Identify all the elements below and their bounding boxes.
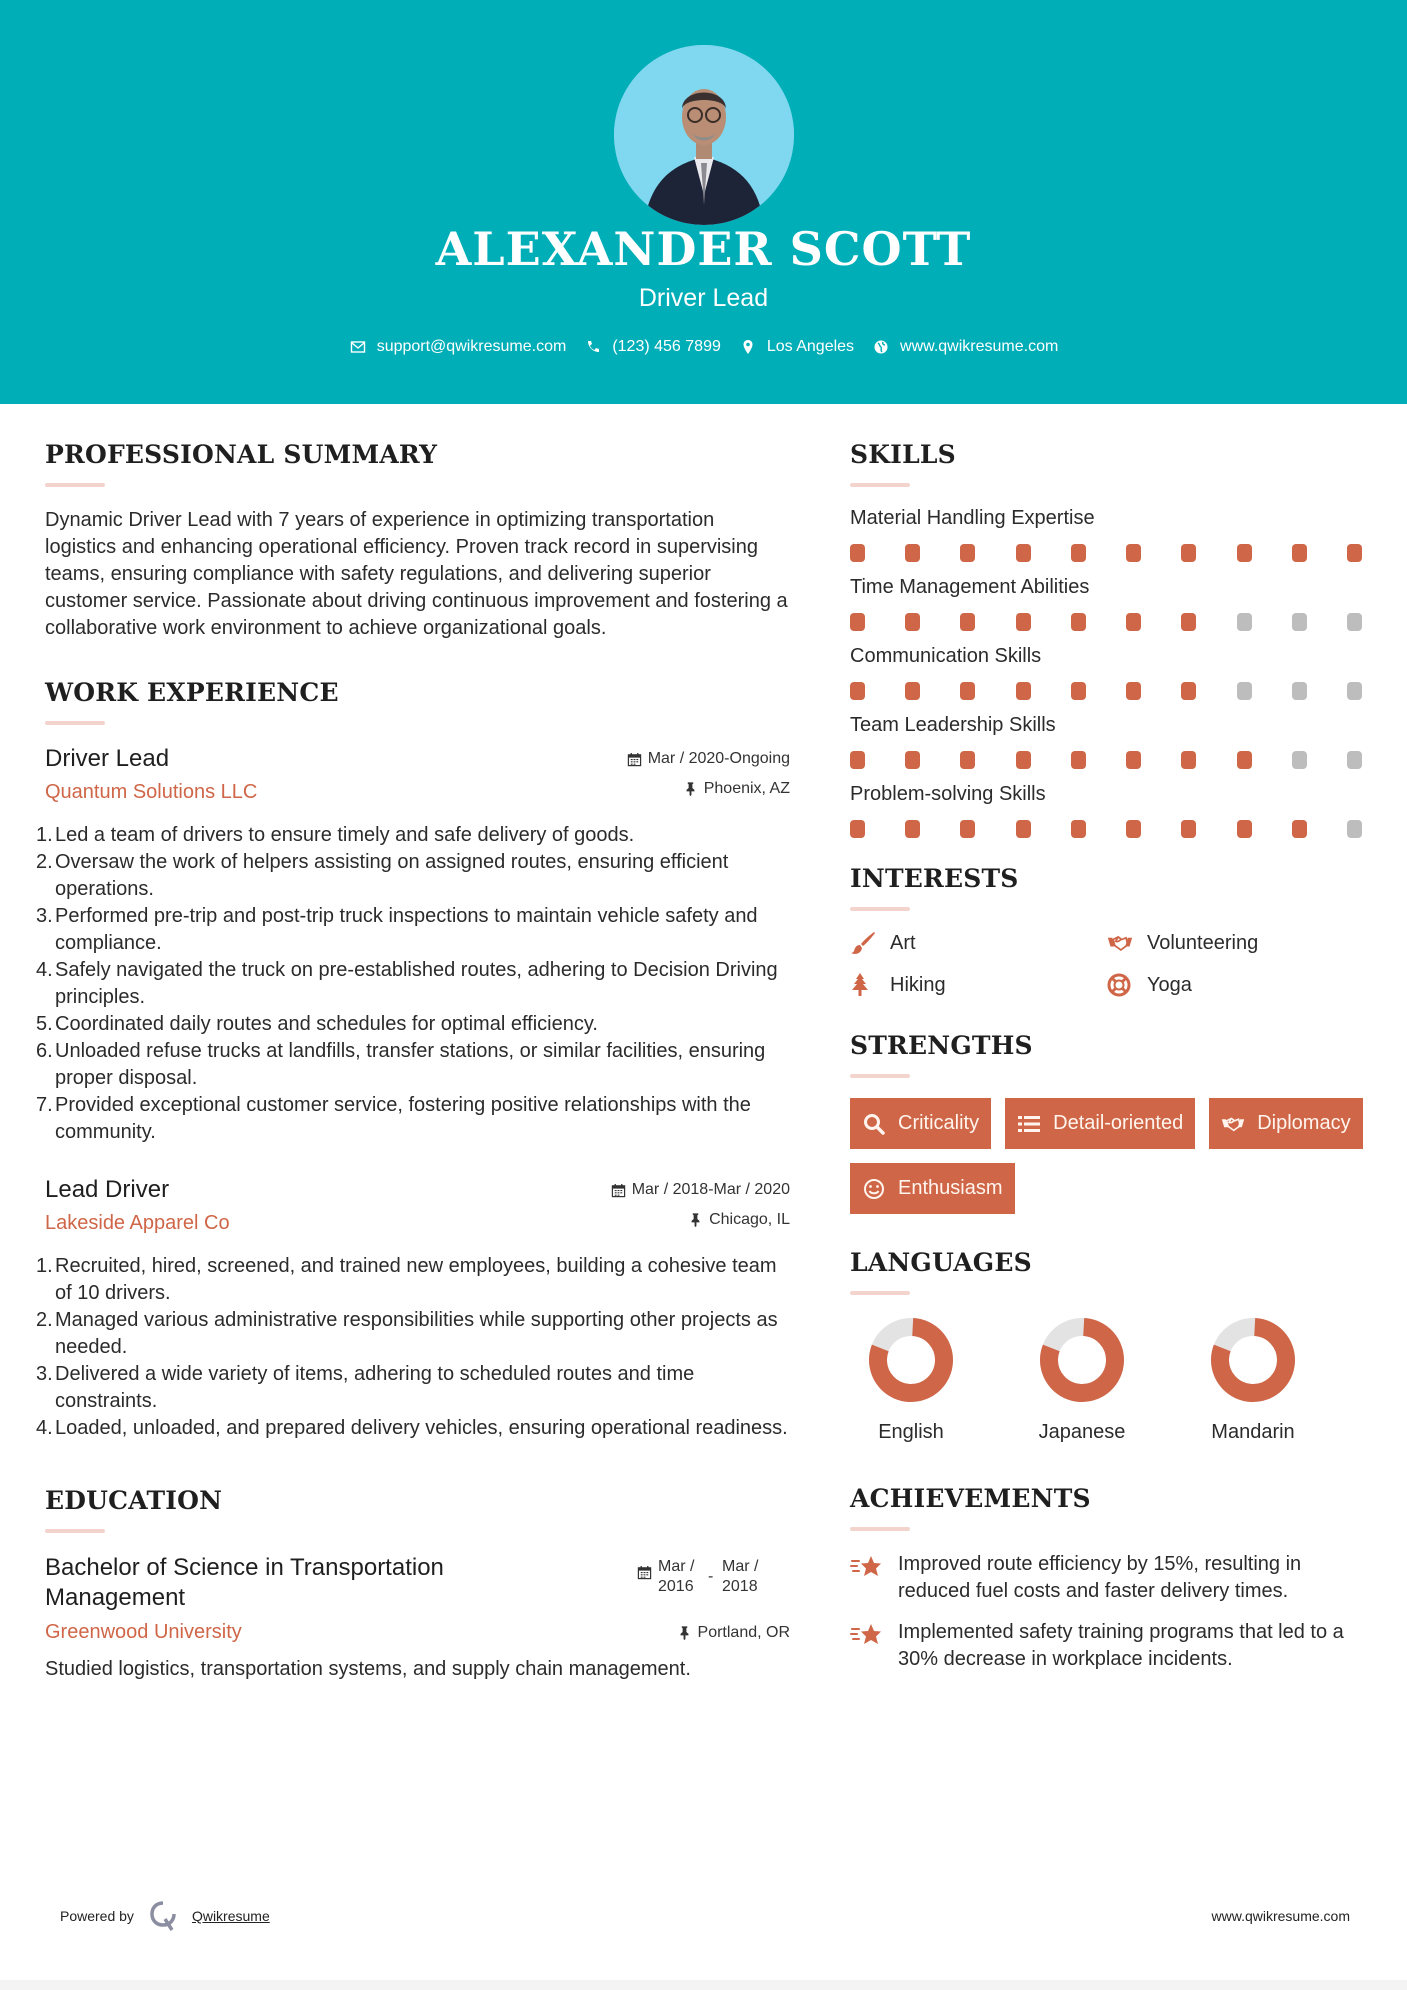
contact-email[interactable] [349, 338, 567, 356]
rating-dot-filled [960, 820, 975, 838]
skill-item [850, 645, 1370, 700]
job-role: Driver Lead [45, 745, 170, 772]
rating-dot-filled [850, 544, 865, 562]
skills-section [850, 440, 1370, 838]
rating-dot-filled [1016, 751, 1031, 769]
strength-badge: Criticality [850, 1098, 991, 1149]
heading-underline [45, 721, 105, 725]
skills-list [850, 507, 1370, 838]
candidate-name: ALEXANDER SCOTT [435, 222, 972, 276]
rating-dot-filled [1237, 544, 1252, 562]
interests-heading: INTERESTS [850, 864, 1019, 893]
heading-underline [850, 907, 910, 911]
school-name: Greenwood University [45, 1621, 242, 1643]
skill-rating [850, 820, 1362, 838]
company-name: Lakeside Apparel Co [45, 1212, 230, 1234]
resume-header [0, 0, 1407, 404]
strengths-section [850, 1031, 1370, 1214]
person-photo-icon [614, 45, 794, 225]
handshake-icon [1107, 931, 1133, 955]
job-role: Lead Driver [45, 1176, 170, 1203]
job-dates: Mar / 2018-Mar / 2020 [611, 1181, 790, 1199]
skill-rating [850, 613, 1362, 631]
rating-dot-filled [1016, 613, 1031, 631]
experience-section [36, 678, 790, 1442]
rating-dot-filled [1126, 544, 1141, 562]
strength-badge: Enthusiasm [850, 1163, 1015, 1214]
interest-hiking: Hiking [850, 973, 1107, 997]
rating-dot-filled [905, 751, 920, 769]
heading-underline [850, 483, 910, 487]
search-icon [862, 1113, 886, 1135]
interest-yoga: Yoga [1107, 973, 1364, 997]
heading-underline [45, 483, 105, 487]
rating-dot-filled [850, 820, 865, 838]
pushpin-icon [677, 1625, 692, 1640]
skill-rating [850, 544, 1362, 562]
achievement-item: Improved route efficiency by 15%, resulting in reduced fuel costs and faster delivery times. [850, 1551, 1370, 1605]
job-location: Chicago, IL [688, 1211, 790, 1229]
website-text: www.qwikresume.com [900, 338, 1059, 355]
rating-dot-filled [1016, 682, 1031, 700]
rating-dot-filled [1071, 682, 1086, 700]
rating-dot-empty [1237, 682, 1252, 700]
rating-dot-empty [1347, 820, 1362, 838]
rating-dot-filled [1181, 613, 1196, 631]
skill-item [850, 783, 1370, 838]
job-dates: Mar / 2020-Ongoing [627, 750, 790, 768]
job-bullets [36, 1253, 790, 1442]
skill-item [850, 714, 1370, 769]
proficiency-donut-icon [1208, 1315, 1298, 1405]
skill-name: Problem-solving Skills [850, 783, 1046, 805]
lifebuoy-icon [1107, 973, 1133, 997]
qwikresume-logo-icon [148, 1900, 178, 1932]
skill-name: Team Leadership Skills [850, 714, 1056, 736]
shooting-star-icon [850, 1621, 884, 1649]
rating-dot-filled [1126, 613, 1141, 631]
summary-section [45, 440, 790, 642]
job-location: Phoenix, AZ [683, 780, 790, 798]
rating-dot-empty [1237, 613, 1252, 631]
rating-dot-filled [1181, 751, 1196, 769]
list-item: 4. Safely navigated the truck on pre-established routes, adhering to Decision Driving principles. [36, 959, 778, 1008]
rating-dot-filled [1292, 820, 1307, 838]
footer-website[interactable]: www.qwikresume.com [1211, 1908, 1350, 1924]
rating-dot-empty [1347, 682, 1362, 700]
rating-dot-empty [1292, 613, 1307, 631]
proficiency-donut-icon [866, 1315, 956, 1405]
rating-dot-empty [1292, 682, 1307, 700]
rating-dot-filled [1237, 751, 1252, 769]
summary-heading: PROFESSIONAL SUMMARY [45, 440, 438, 469]
language-name: English [878, 1421, 944, 1443]
skill-rating [850, 682, 1362, 700]
paintbrush-icon [850, 931, 876, 955]
education-dates [637, 1557, 766, 1597]
job-entry [36, 745, 790, 1146]
pushpin-icon [683, 781, 698, 796]
rating-dot-filled [1126, 820, 1141, 838]
job-entry [36, 1176, 790, 1442]
calendar-icon [611, 1183, 626, 1198]
rating-dot-filled [1347, 544, 1362, 562]
language-item [1192, 1315, 1363, 1444]
calendar-icon [637, 1565, 652, 1580]
rating-dot-filled [850, 613, 865, 631]
right-column [850, 440, 1370, 1687]
strength-badge: Diplomacy [1209, 1098, 1362, 1149]
rating-dot-empty [1292, 751, 1307, 769]
skill-item [850, 507, 1370, 562]
languages-section [850, 1248, 1370, 1444]
rating-dot-filled [960, 682, 975, 700]
calendar-icon [627, 752, 642, 767]
languages-list [850, 1315, 1370, 1444]
rating-dot-filled [1126, 751, 1141, 769]
location-text: Los Angeles [766, 338, 855, 355]
rating-dot-filled [1071, 751, 1086, 769]
rating-dot-filled [1237, 820, 1252, 838]
list-item: 4. Loaded, unloaded, and prepared delivery vehicles, ensuring operational readiness. [36, 1417, 788, 1439]
rating-dot-filled [1016, 544, 1031, 562]
candidate-title: Driver Lead [638, 284, 769, 312]
company-name: Quantum Solutions LLC [45, 781, 258, 803]
achievements-section [850, 1484, 1370, 1673]
smile-icon [862, 1178, 886, 1200]
heading-underline [850, 1527, 910, 1531]
envelope-icon [349, 338, 367, 356]
rating-dot-empty [1347, 751, 1362, 769]
list-item: 3. Delivered a wide variety of items, adhering to scheduled routes and time constraints. [36, 1363, 695, 1412]
achievements-heading: ACHIEVEMENTS [850, 1484, 1091, 1513]
language-name: Mandarin [1211, 1421, 1295, 1443]
rating-dot-filled [1181, 682, 1196, 700]
globe-icon [872, 338, 890, 356]
education-location: Portland, OR [677, 1624, 790, 1642]
language-item [850, 1315, 1021, 1444]
heading-underline [45, 1529, 105, 1533]
strengths-list [850, 1098, 1370, 1214]
rating-dot-filled [1181, 820, 1196, 838]
rating-dot-filled [905, 613, 920, 631]
summary-text: Dynamic Driver Lead with 7 years of experience in optimizing transportation logistics and enhancing operational efficiency. Proven track record in supervising teams, ensuring compliance with safety regulations, and delivering superior customer service. Passionate about driving continuous improvement and fostering a collaborative work environment to achieve organizational goals. [45, 509, 788, 639]
footer [60, 1900, 1350, 1932]
phone-text: (123) 456 7899 [612, 338, 721, 355]
rating-dot-filled [850, 682, 865, 700]
powered-by: Powered by Qwikresume [60, 1900, 270, 1932]
list-item: 1. Recruited, hired, screened, and trained new employees, building a cohesive team of 10 drivers. [36, 1255, 777, 1304]
left-column [36, 440, 790, 1683]
experience-heading: WORK EXPERIENCE [45, 678, 339, 707]
rating-dot-filled [1071, 820, 1086, 838]
list-item: 2. Managed various administrative responsibilities while supporting other projects as needed. [36, 1309, 778, 1358]
profile-photo [614, 45, 794, 225]
rating-dot-filled [850, 751, 865, 769]
page-bottom-edge [0, 1980, 1407, 1990]
rating-dot-filled [1292, 544, 1307, 562]
contact-bar [0, 338, 1407, 356]
list-item: 5. Coordinated daily routes and schedules for optimal efficiency. [36, 1013, 598, 1035]
interests-grid [850, 931, 1370, 997]
rating-dot-empty [1347, 613, 1362, 631]
education-end: Mar / 2018 [722, 1558, 759, 1595]
language-item [1021, 1315, 1192, 1444]
rating-dot-filled [1126, 682, 1141, 700]
education-section [45, 1486, 790, 1683]
rating-dot-filled [960, 751, 975, 769]
phone-icon [584, 338, 602, 356]
achievement-item: Implemented safety training programs that led to a 30% decrease in workplace incidents. [850, 1619, 1370, 1673]
job-bullets [36, 822, 790, 1146]
contact-website[interactable] [872, 338, 1058, 356]
brand-link[interactable]: Qwikresume [191, 1908, 270, 1924]
heading-underline [850, 1291, 910, 1295]
rating-dot-filled [905, 544, 920, 562]
list-icon [1017, 1113, 1041, 1135]
education-start: Mar / 2016 [658, 1558, 695, 1595]
rating-dot-filled [1071, 544, 1086, 562]
email-text: support@qwikresume.com [376, 338, 567, 355]
skill-name: Material Handling Expertise [850, 507, 1095, 529]
heading-underline [850, 1074, 910, 1078]
degree-title: Bachelor of Science in Transportation Management [45, 1554, 444, 1611]
list-item: 6. Unloaded refuse trucks at landfills, transfer stations, or similar facilities, ensuring proper disposal. [36, 1040, 766, 1089]
rating-dot-filled [1181, 544, 1196, 562]
skill-item [850, 576, 1370, 631]
strengths-heading: STRENGTHS [850, 1031, 1033, 1060]
rating-dot-filled [905, 820, 920, 838]
rating-dot-filled [905, 682, 920, 700]
handshake-icon [1221, 1113, 1245, 1135]
list-item: 7. Provided exceptional customer service, fostering positive relationships with the community. [36, 1094, 751, 1143]
skill-rating [850, 751, 1362, 769]
pushpin-icon [688, 1212, 703, 1227]
skills-heading: SKILLS [850, 440, 956, 469]
rating-dot-filled [1071, 613, 1086, 631]
language-name: Japanese [1038, 1421, 1126, 1443]
skill-name: Time Management Abilities [850, 576, 1090, 598]
list-item: 3. Performed pre-trip and post-trip truck inspections to maintain vehicle safety and compliance. [36, 905, 758, 954]
date-dash: - [708, 1568, 714, 1585]
list-item: 2. Oversaw the work of helpers assisting on assigned routes, ensuring efficient operations. [36, 851, 729, 900]
interests-section [850, 864, 1370, 997]
interest-art: Art [850, 931, 1107, 955]
tree-icon [850, 973, 876, 997]
skill-name: Communication Skills [850, 645, 1042, 667]
proficiency-donut-icon [1037, 1315, 1127, 1405]
education-heading: EDUCATION [45, 1486, 223, 1515]
contact-phone[interactable] [584, 338, 721, 356]
languages-heading: LANGUAGES [850, 1248, 1032, 1277]
education-description: Studied logistics, transportation systems, and supply chain management. [45, 1658, 691, 1680]
list-item: 1. Led a team of drivers to ensure timely and safe delivery of goods. [36, 824, 635, 846]
shooting-star-icon [850, 1553, 884, 1581]
rating-dot-filled [960, 544, 975, 562]
map-pin-icon [739, 338, 757, 356]
rating-dot-filled [960, 613, 975, 631]
contact-location [739, 338, 854, 356]
strength-badge: Detail-oriented [1005, 1098, 1195, 1149]
interest-volunteering: Volunteering [1107, 931, 1364, 955]
rating-dot-filled [1016, 820, 1031, 838]
